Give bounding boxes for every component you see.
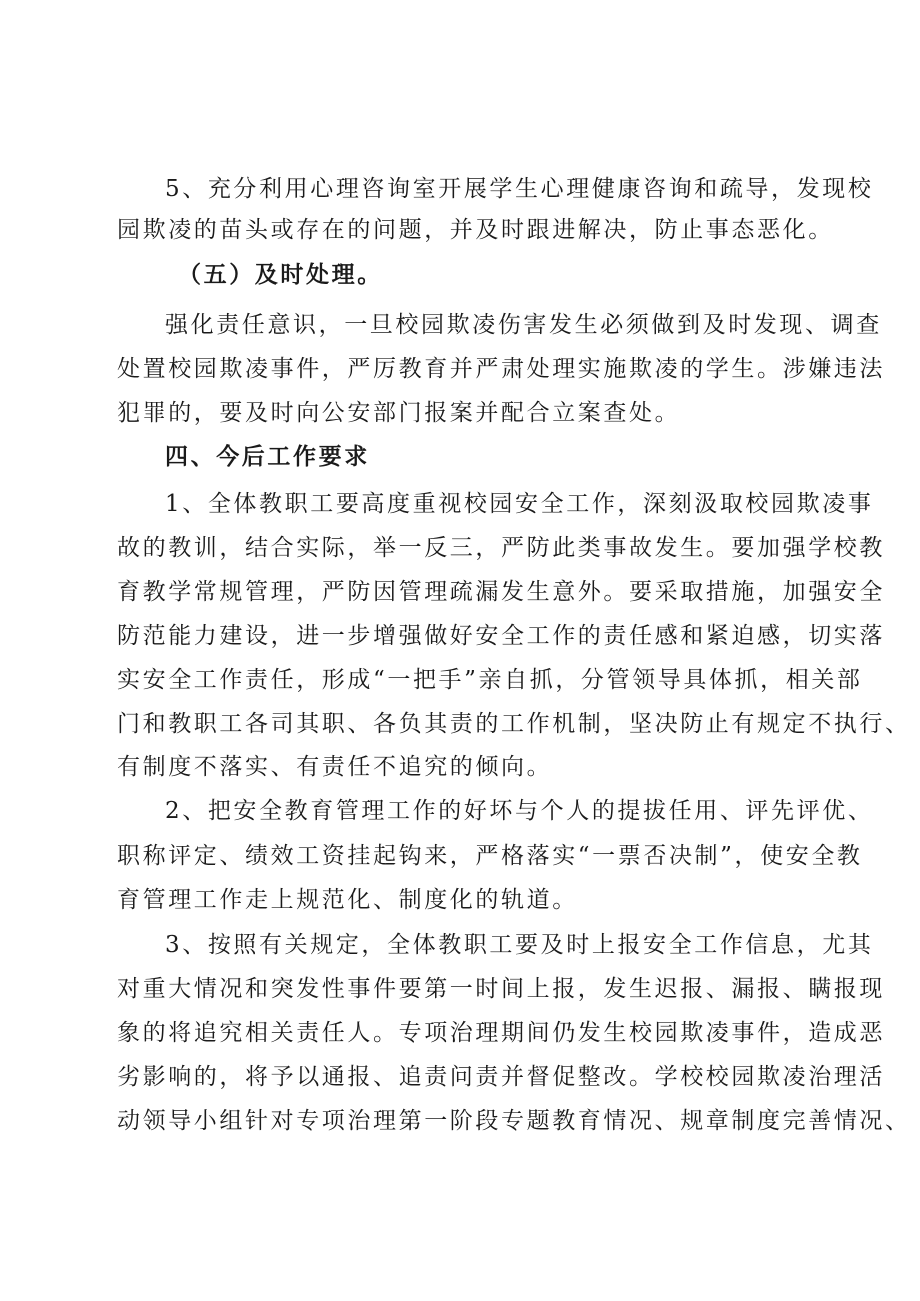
paragraph-line: 2、把安全教育管理工作的好坏与个人的提拔任用、评先评优、 (165, 798, 874, 824)
paragraph-line: 5、充分利用心理咨询室开展学生心理健康咨询和疏导，发现校 (165, 176, 874, 202)
paragraph-line: 实安全工作责任，形成“一把手”亲自抓，分管领导具体抓，相关部 (117, 667, 863, 693)
paragraph-line: 强化责任意识，一旦校园欺凌伤害发生必须做到及时发现、调查 (165, 312, 882, 338)
paragraph-line: 1、全体教职工要高度重视校园安全工作，深刻汲取校园欺凌事 (165, 491, 874, 517)
paragraph-line: 育管理工作走上规范化、制度化的轨道。 (117, 887, 578, 913)
paragraph-line: 有制度不落实、有责任不追究的倾向。 (117, 754, 553, 780)
paragraph-line: 象的将追究相关责任人。专项治理期间仍发生校园欺凌事件，造成恶 (117, 1020, 885, 1046)
section-heading: （五）及时处理。 (178, 262, 383, 288)
paragraph-line: 处置校园欺凌事件，严厉教育并严肃处理实施欺凌的学生。涉嫌违法 (117, 356, 885, 382)
paragraph-line: 门和教职工各司其职、各负其责的工作机制，坚决防止有规定不执行、 (117, 711, 911, 737)
paragraph-line: 职称评定、绩效工资挂起钩来，严格落实“一票否决制”，使安全教 (117, 843, 863, 869)
paragraph-line: 故的教训，结合实际，举一反三，严防此类事故发生。要加强学校教 (117, 535, 885, 561)
part-heading: 四、今后工作要求 (165, 444, 370, 470)
paragraph-line: 对重大情况和突发性事件要第一时间上报，发生迟报、漏报、瞒报现 (117, 976, 885, 1002)
paragraph-line: 防范能力建设，进一步增强做好安全工作的责任感和紧迫感，切实落 (117, 623, 885, 649)
paragraph-line: 劣影响的，将予以通报、追责问责并督促整改。学校校园欺凌治理活 (117, 1064, 885, 1090)
paragraph-line: 育教学常规管理，严防因管理疏漏发生意外。要采取措施，加强安全 (117, 579, 885, 605)
paragraph-line: 3、按照有关规定，全体教职工要及时上报安全工作信息，尤其 (165, 932, 874, 958)
paragraph-line: 动领导小组针对专项治理第一阶段专题教育情况、规章制度完善情况、 (117, 1108, 911, 1134)
paragraph-line: 园欺凌的苗头或存在的问题，并及时跟进解决，防止事态恶化。 (117, 217, 834, 243)
paragraph-line: 犯罪的，要及时向公安部门报案并配合立案查处。 (117, 400, 681, 426)
